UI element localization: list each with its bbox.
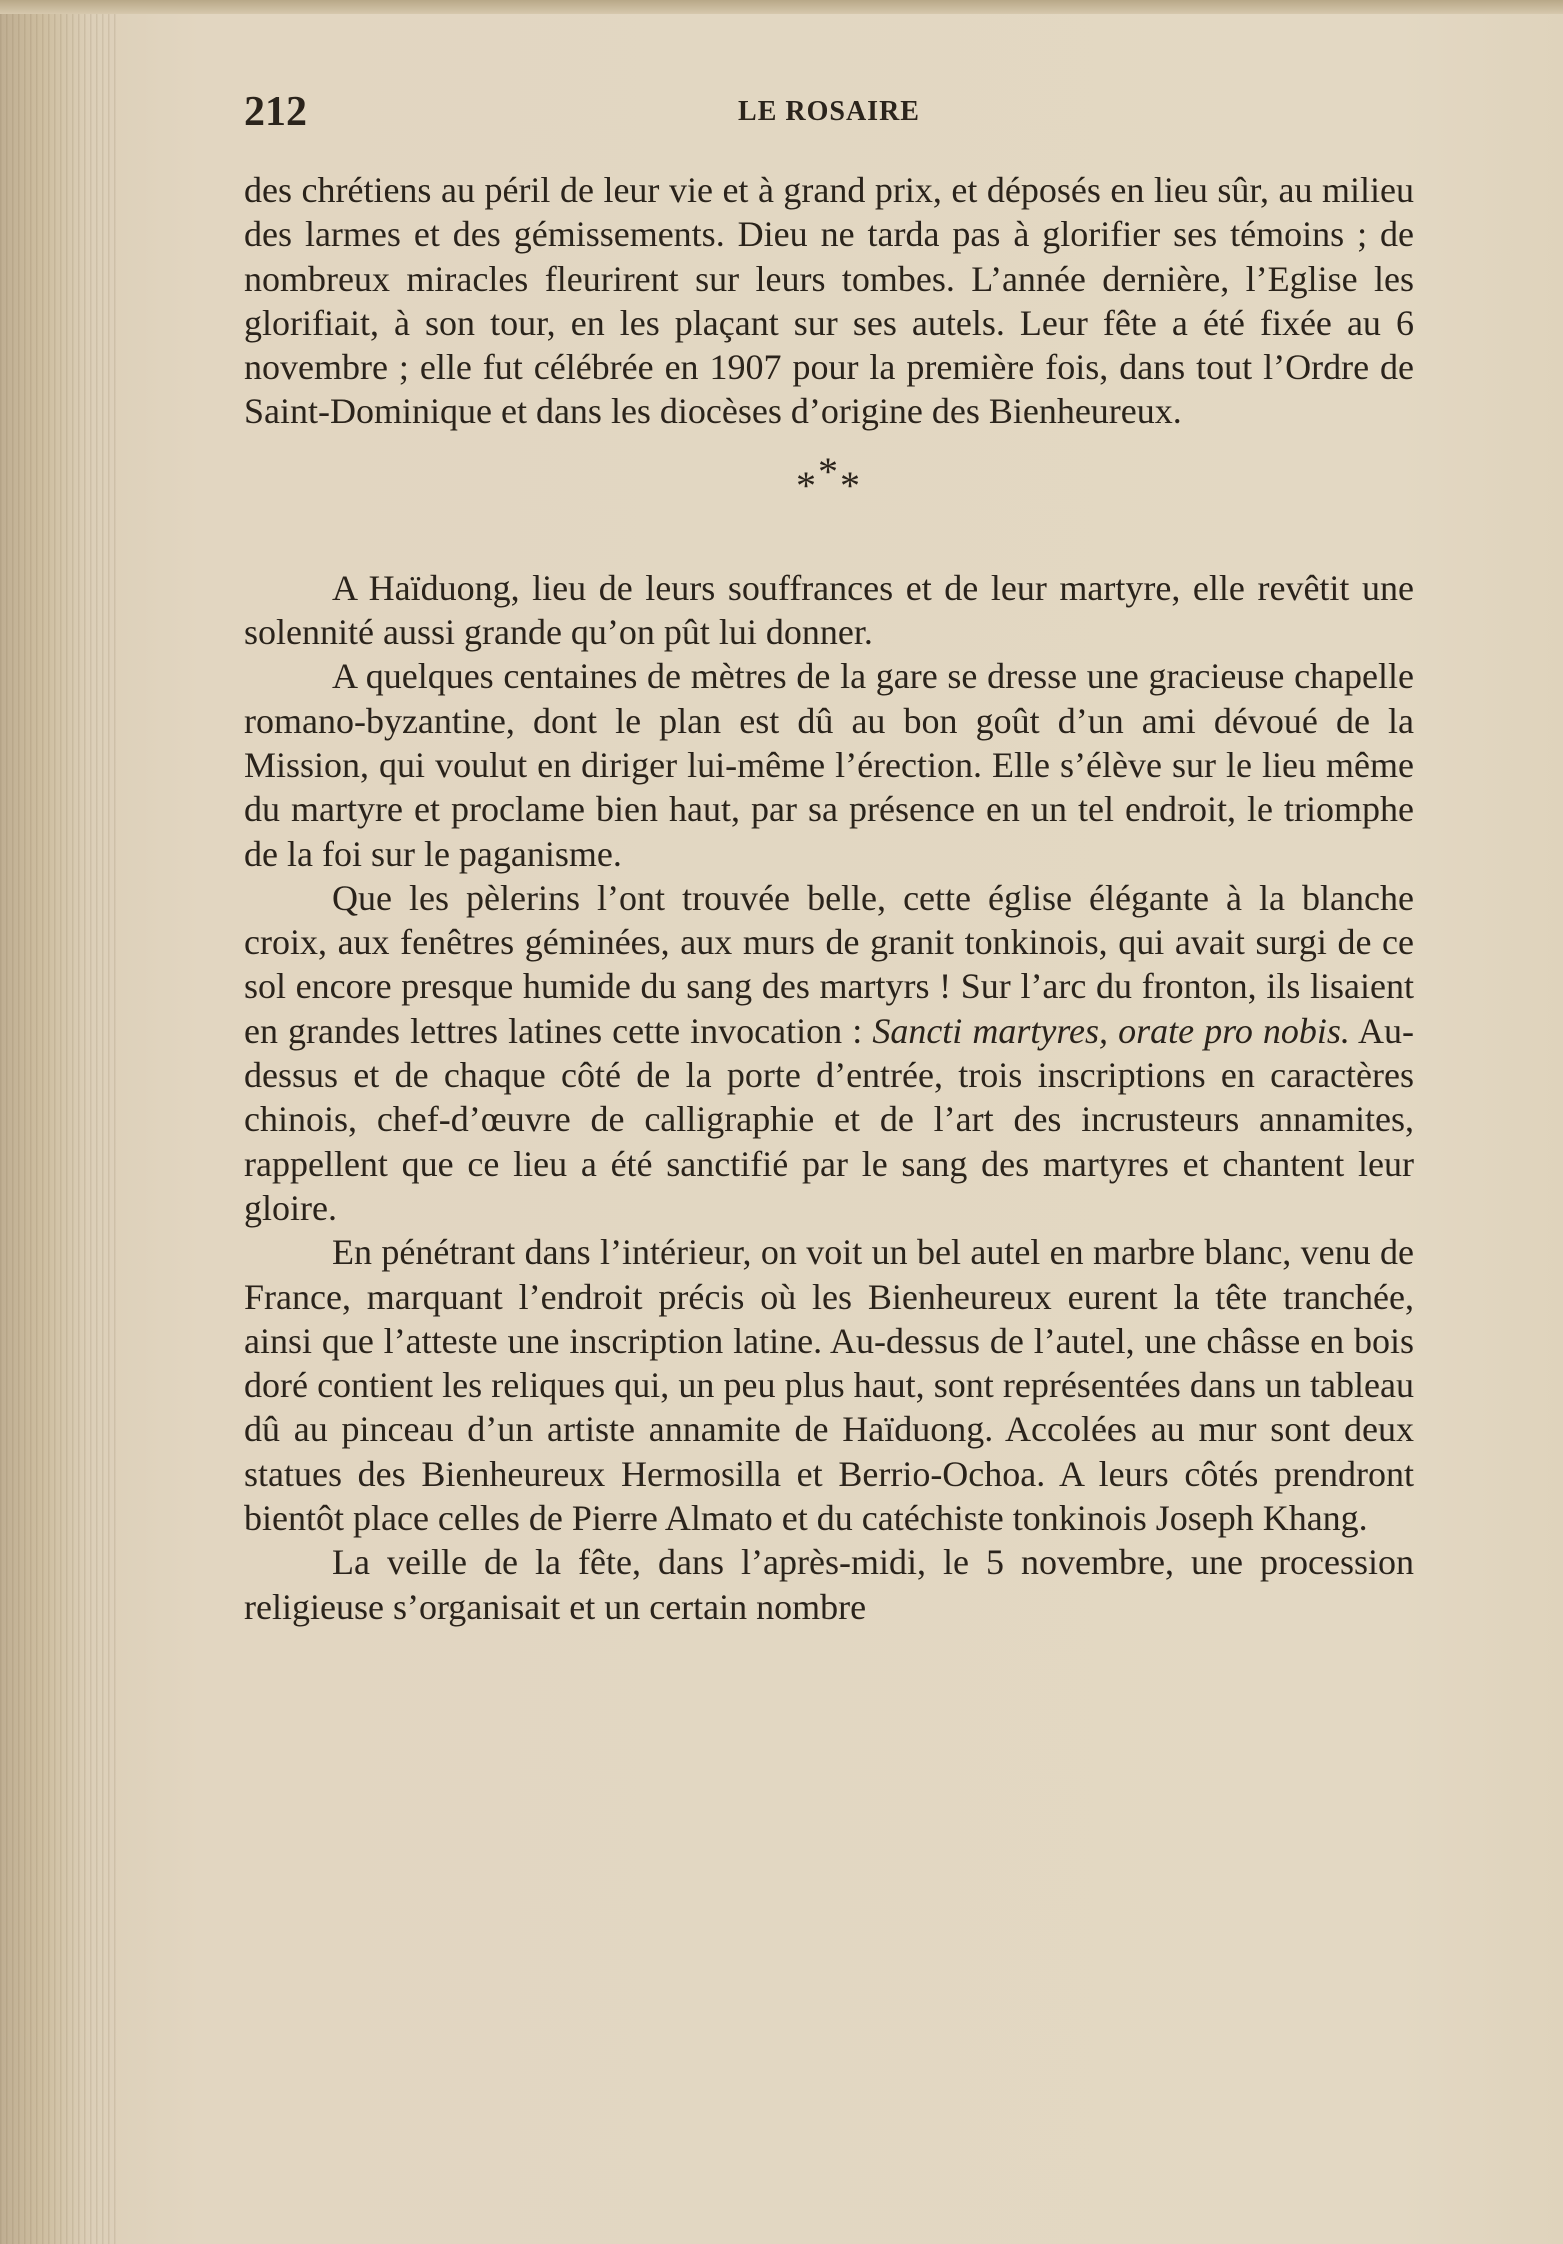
- asterism-star-middle: *: [818, 448, 840, 494]
- body-text: [244, 168, 1414, 1629]
- paragraph-pelerins: [244, 876, 1414, 1230]
- page-number: 212: [244, 89, 307, 135]
- paragraph-interieur: En pénétrant dans l’intérieur, on voit un bel autel en marbre blanc, venu de France, marquant l’endroit précis où les Bienheureux eurent la tête tranchée, ainsi que l’atteste une inscription latine. Au-dessus de l’autel, une châsse en bois doré contient les reliques qui, un peu plus haut, sont représentées dans un tableau dû au pinceau d’un artiste annamite de Haïduong. Accolées au mur sont deux statues des Bienheureux Hermosilla et Berrio-Ochoa. A leurs côtés prendront bientôt place celles de Pierre Almato et du catéchiste tonkinois Joseph Khang.: [244, 1232, 1414, 1539]
- section-break-asterism: [244, 448, 1414, 510]
- paragraph-haiduong: A Haïduong, lieu de leurs souffrances et de leur martyre, elle revêtit une solennité aussi grande qu’on pût lui donner.: [244, 567, 1414, 653]
- running-title: LE ROSAIRE: [738, 96, 920, 127]
- latin-invocation: Sancti martyres, orate pro nobis.: [872, 1010, 1350, 1051]
- paragraph-continued: des chrétiens au péril de leur vie et à grand prix, et déposés en lieu sûr, au milieu des larmes et des gémissements. Dieu ne tarda pas à glorifier ses témoins ; de nombreux miracles fleurirent sur leurs tombes. L’année dernière, l’Eglise les glorifiait, à son tour, en les plaçant sur ses autels. Leur fête a été fixée au 6 novembre ; elle fut célébrée en 1907 pour la première fois, dans tout l’Ordre de Saint-Dominique et dans les diocèses d’origine des Bienheureux.: [244, 170, 1414, 432]
- paragraph-veille: La veille de la fête, dans l’après-midi, le 5 novembre, une procession religieuse s’organisait et un certain nombre: [244, 1542, 1414, 1627]
- page-header: [244, 88, 1414, 138]
- page-top-edge: [0, 0, 1563, 14]
- paragraph-pelerins-text-a: Que les pèlerins l’ont trouvée belle, cette église élégante à la blanche croix, aux fenêtres géminées, aux murs de granit tonkinois, qui avait surgi de ce sol encore presque humide du sang des martyrs ! Sur l’arc du fronton, ils lisaient en grandes lettres latines cette invocation :: [244, 877, 1414, 1051]
- page-stack-edges: [0, 0, 120, 2244]
- asterism-star-left: *: [796, 462, 818, 508]
- paragraph-pelerins-text-b: Au-dessus et de chaque côté de la porte d’entrée, trois inscriptions en caractères chinois, chef-d’œuvre de calligraphie et de l’art des incrusteurs annamites, rappellent que ce lieu a été sanctifié par le sang des martyres et chantent leur gloire.: [244, 1010, 1415, 1228]
- paragraph-chapelle: A quelques centaines de mètres de la gare se dresse une gracieuse chapelle romano-byzantine, dont le plan est dû au bon goût d’un ami dévoué de la Mission, qui voulut en diriger lui-même l’érection. Elle s’élève sur le lieu même du martyre et proclame bien haut, par sa présence en un tel endroit, le triomphe de la foi sur le paganisme.: [244, 656, 1414, 874]
- asterism-star-right: *: [840, 462, 862, 508]
